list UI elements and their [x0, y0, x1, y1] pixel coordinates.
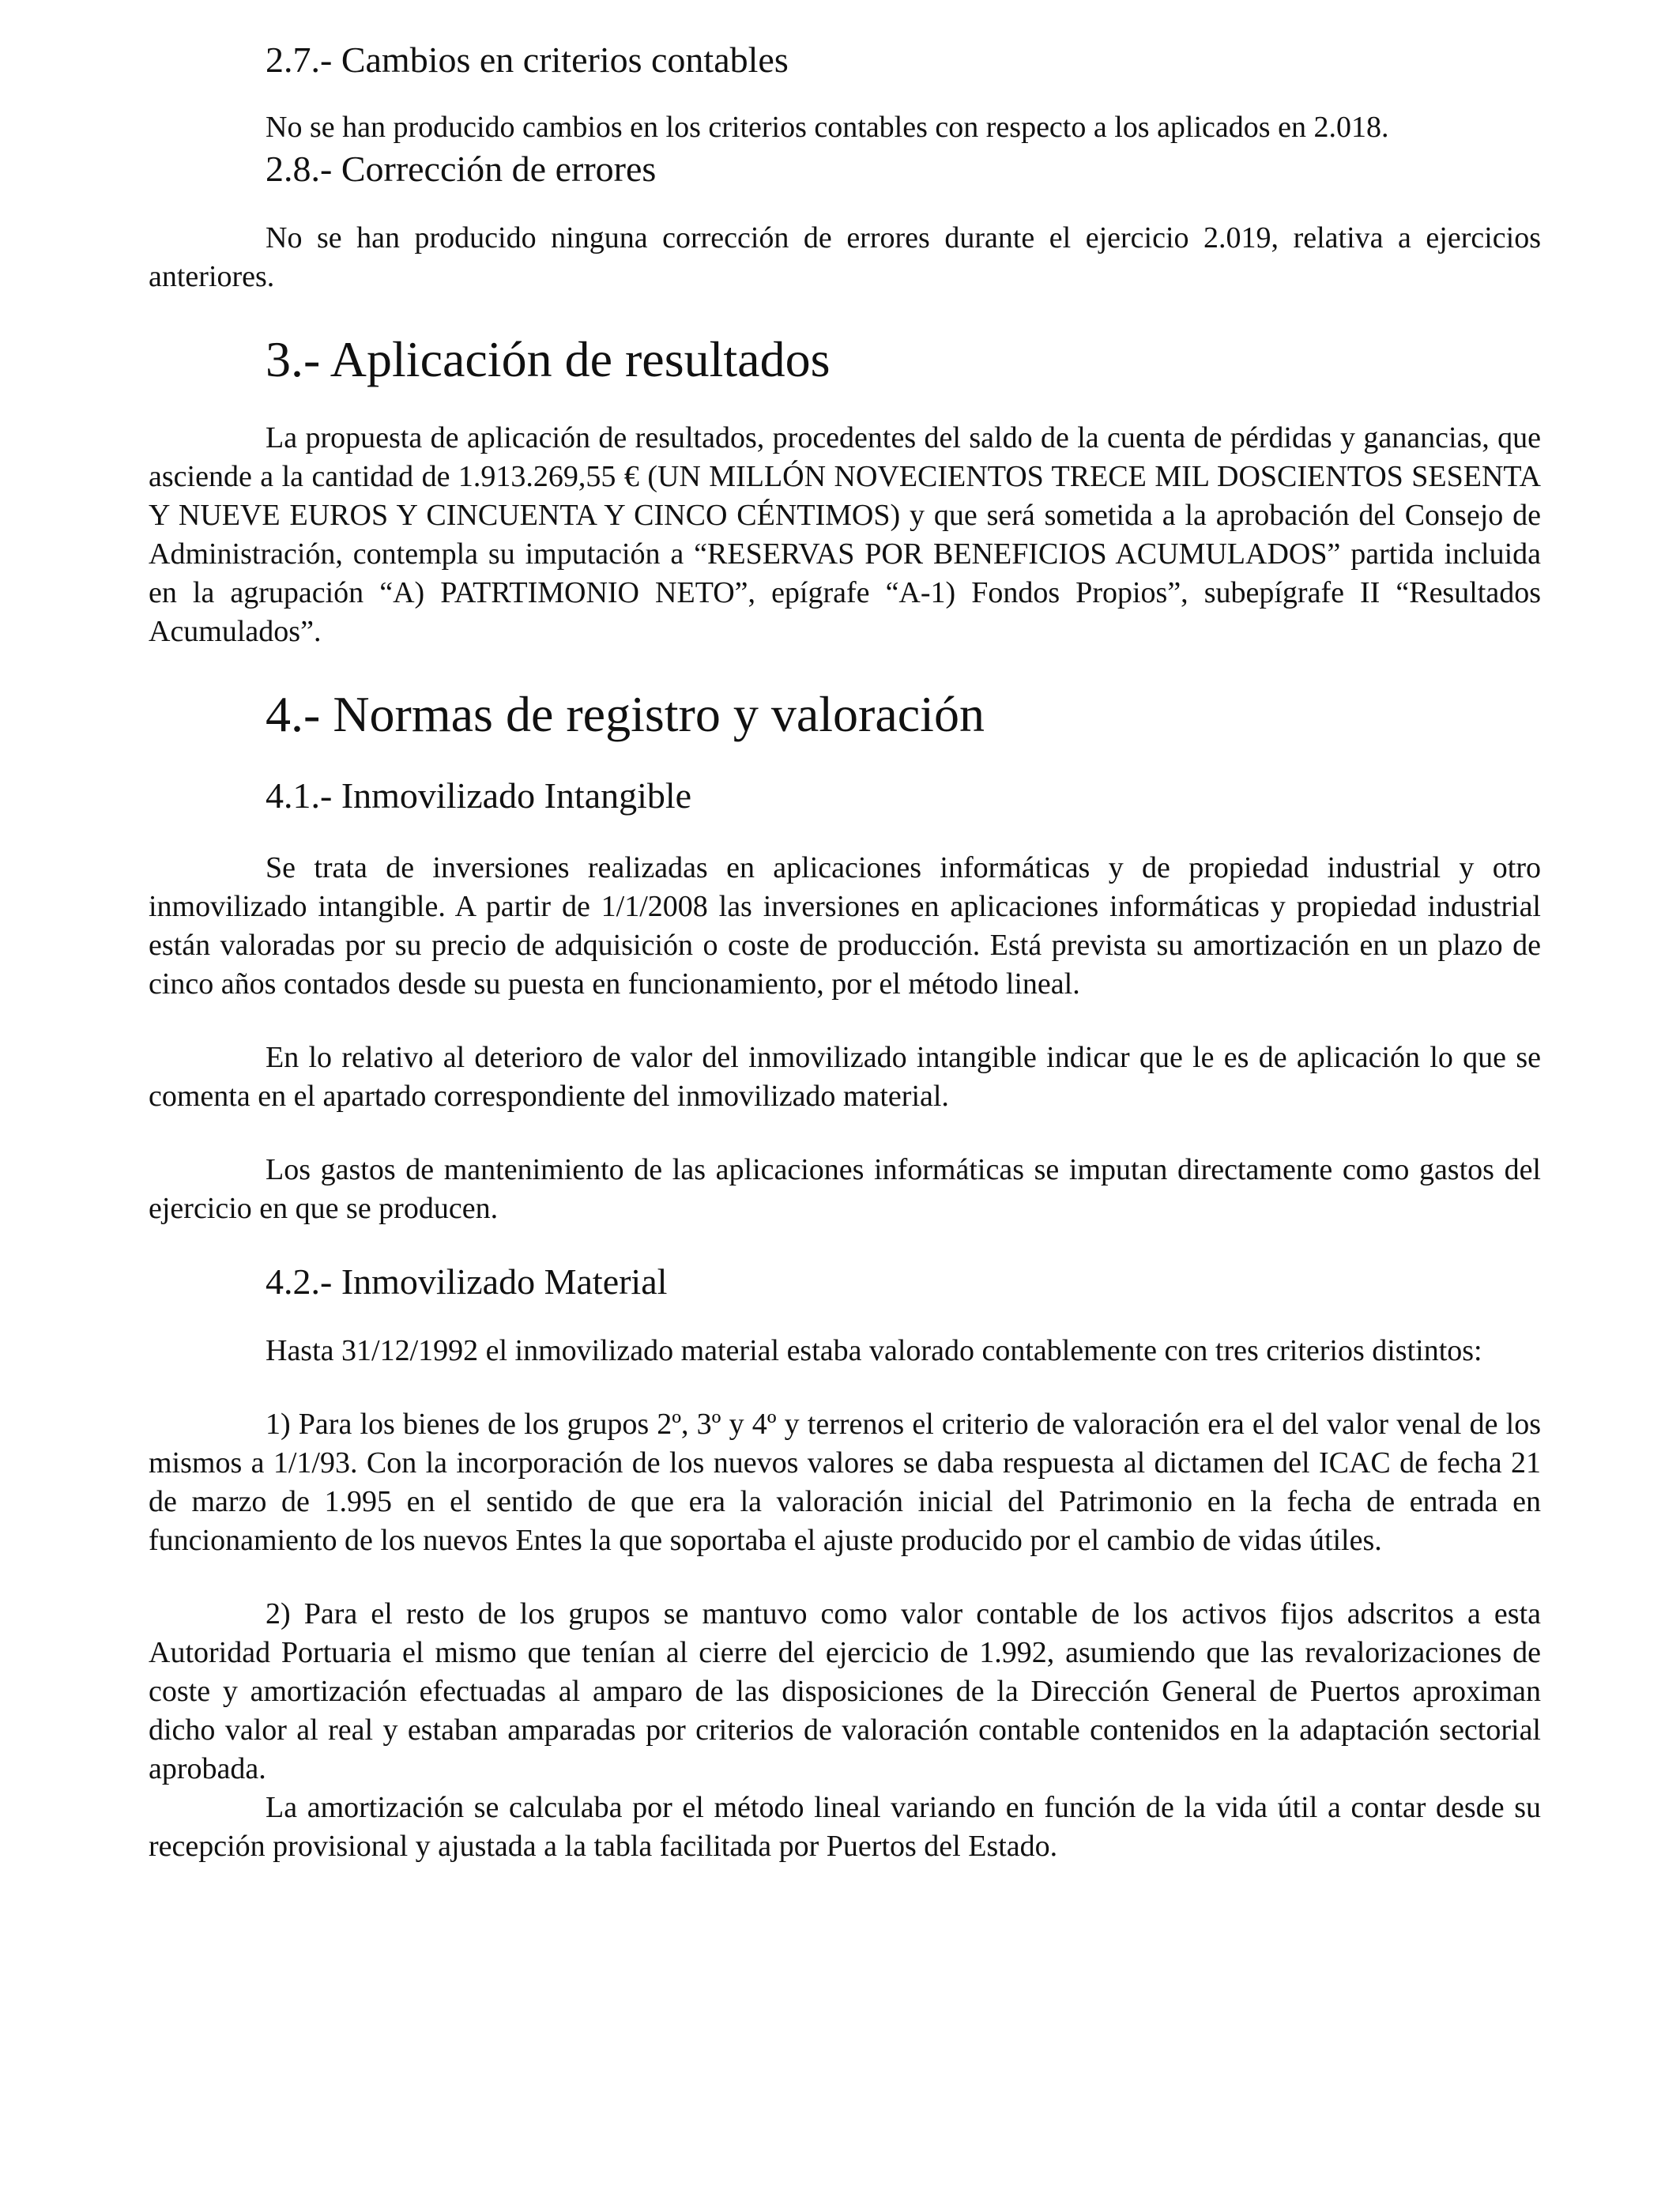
heading-3: 3.- Aplicación de resultados — [266, 331, 831, 388]
heading-2-8: 2.8.- Corrección de errores — [266, 149, 657, 190]
paragraph-4-2-c: 2) Para el resto de los grupos se mantuvo como valor contable de los activos fijos adscritos a esta Autoridad Portuaria el mismo que tenían al cierre del ejercicio de 1.992, asumiendo que las revalorizaciones de coste y amortización efectuadas al amparo de las disposiciones de la Dirección General de Puertos aproximan dicho valor al real y estaban amparadas por criterios de valoración contable contenidos en la adaptación sectorial aprobada. — [149, 1597, 1541, 1786]
paragraph-3: La propuesta de aplicación de resultados, procedentes del saldo de la cuenta de pérdidas y ganancias, que asciende a la cantidad de 1.913.269,55 € (UN MILLÓN NOVECIENTOS TRECE MIL DOSCIENTOS SESENTA Y NUEVE EUROS Y CINCUENTA Y CINCO CÉNTIMOS) y que será sometida a la aprobación del Consejo de Administración, contempla su imputación a “RESERVAS POR BENEFICIOS ACUMULADOS” partida incluida en la agrupación “A) PATRTIMONIO NETO”, epígrafe “A-1) Fondos Propios”, subepígrafe II “Resultados Acumulados”. — [149, 421, 1541, 649]
heading-4: 4.- Normas de registro y valoración — [266, 686, 985, 743]
paragraph-2-7: No se han producido cambios en los criterios contables con respecto a los aplicados en 2.018. — [266, 111, 1389, 145]
paragraph-4-1-b: En lo relativo al deterioro de valor del inmovilizado intangible indicar que le es de aplicación lo que se comenta en el apartado correspondiente del inmovilizado material. — [149, 1041, 1541, 1114]
paragraph-4-2-a: Hasta 31/12/1992 el inmovilizado material estaba valorado contablemente con tres criterios distintos: — [266, 1334, 1482, 1368]
heading-4-2: 4.2.- Inmovilizado Material — [266, 1261, 668, 1302]
document-page — [149, 32, 1541, 1866]
heading-2-7: 2.7.- Cambios en criterios contables — [266, 40, 789, 80]
heading-4-1: 4.1.- Inmovilizado Intangible — [266, 775, 692, 816]
paragraph-2-8: No se han producido ninguna corrección de errores durante el ejercicio 2.019, relativa a ejercicios anteriores. — [149, 221, 1541, 294]
paragraph-4-2-d: La amortización se calculaba por el método lineal variando en función de la vida útil a contar desde su recepción provisional y ajustada a la tabla facilitada por Puertos del Estado. — [149, 1791, 1541, 1864]
paragraph-4-2-b: 1) Para los bienes de los grupos 2º, 3º y 4º y terrenos el criterio de valoración era el del valor venal de los mismos a 1/1/93. Con la incorporación de los nuevos valores se daba respuesta al dictamen del ICAC de fecha 21 de marzo de 1.995 en el sentido de que era la valoración inicial del Patrimonio en la fecha de entrada en funcionamiento de los nuevos Entes la que soportaba el ajuste producido por el cambio de vidas útiles. — [149, 1408, 1541, 1558]
paragraph-4-1-c: Los gastos de mantenimiento de las aplicaciones informáticas se imputan directamente como gastos del ejercicio en que se producen. — [149, 1153, 1541, 1226]
paragraph-4-1-a: Se trata de inversiones realizadas en aplicaciones informáticas y de propiedad industrial y otro inmovilizado intangible. A partir de 1/1/2008 las inversiones en aplicaciones informáticas y propiedad industrial están valoradas por su precio de adquisición o coste de producción. Está prevista su amortización en un plazo de cinco años contados desde su puesta en funcionamiento, por el método lineal. — [149, 851, 1541, 1001]
